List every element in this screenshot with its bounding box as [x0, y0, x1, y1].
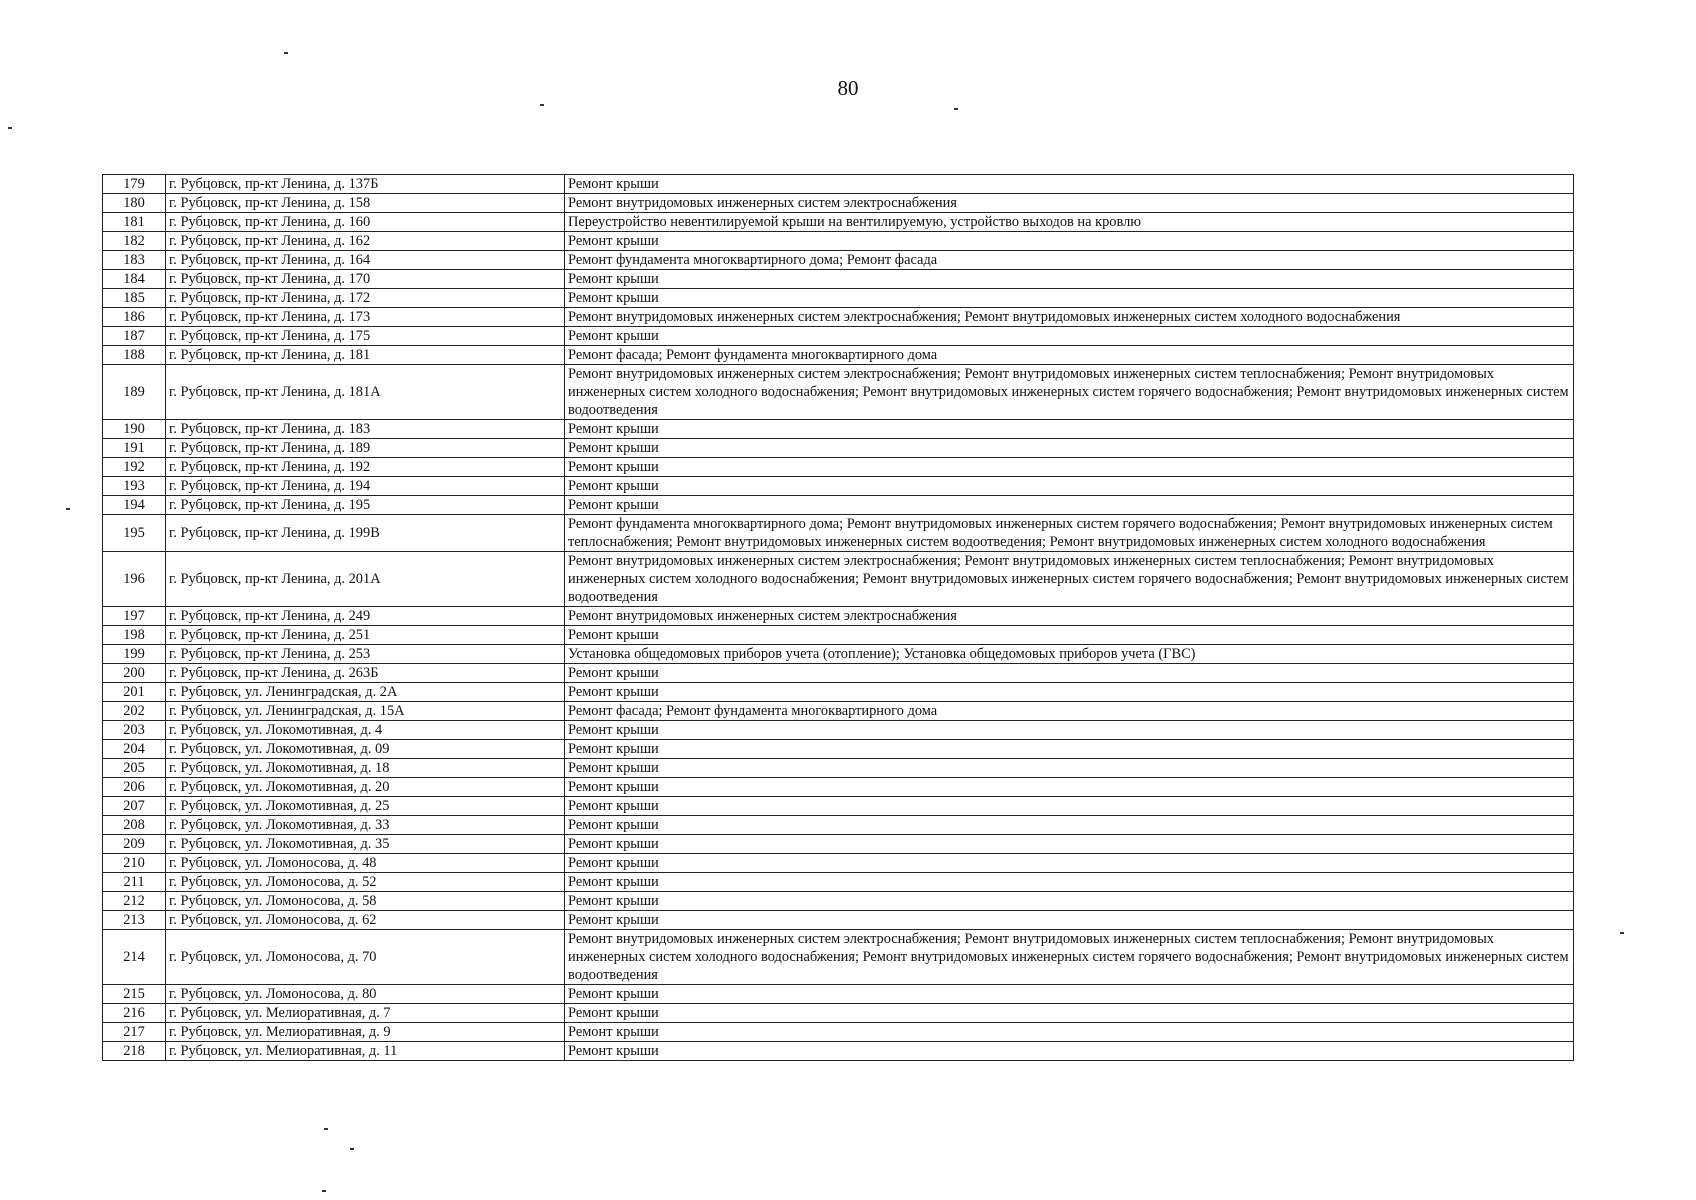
work-type-cell: Ремонт крыши: [565, 458, 1574, 477]
row-number: 206: [103, 778, 166, 797]
table-row: [103, 1042, 1574, 1061]
work-type-cell: Ремонт крыши: [565, 1023, 1574, 1042]
table-row: [103, 683, 1574, 702]
work-type-cell: Ремонт крыши: [565, 664, 1574, 683]
row-number: 199: [103, 645, 166, 664]
work-type-cell: Ремонт крыши: [565, 232, 1574, 251]
address-cell: г. Рубцовск, ул. Ленинградская, д. 15А: [166, 702, 565, 721]
row-number: 208: [103, 816, 166, 835]
row-number: 197: [103, 607, 166, 626]
row-number: 188: [103, 346, 166, 365]
address-cell: г. Рубцовск, ул. Ломоносова, д. 80: [166, 985, 565, 1004]
table-row: [103, 308, 1574, 327]
address-cell: г. Рубцовск, ул. Локомотивная, д. 20: [166, 778, 565, 797]
table-row: [103, 477, 1574, 496]
address-cell: г. Рубцовск, пр-кт Ленина, д. 181А: [166, 365, 565, 420]
scan-speck: [954, 108, 958, 110]
table-row: [103, 346, 1574, 365]
work-type-cell: Ремонт крыши: [565, 835, 1574, 854]
table-row: [103, 289, 1574, 308]
work-type-cell: Ремонт внутридомовых инженерных систем электроснабжения: [565, 194, 1574, 213]
row-number: 192: [103, 458, 166, 477]
row-number: 191: [103, 439, 166, 458]
table-row: [103, 327, 1574, 346]
work-type-cell: Ремонт крыши: [565, 911, 1574, 930]
table-row: [103, 626, 1574, 645]
table-row: [103, 496, 1574, 515]
address-cell: г. Рубцовск, ул. Мелиоративная, д. 9: [166, 1023, 565, 1042]
address-cell: г. Рубцовск, ул. Ломоносова, д. 70: [166, 930, 565, 985]
scan-speck: [540, 104, 544, 106]
work-type-cell: Ремонт крыши: [565, 778, 1574, 797]
address-cell: г. Рубцовск, пр-кт Ленина, д. 183: [166, 420, 565, 439]
row-number: 216: [103, 1004, 166, 1023]
work-type-cell: Переустройство невентилируемой крыши на вентилируемую, устройство выходов на кровлю: [565, 213, 1574, 232]
work-type-cell: Ремонт крыши: [565, 496, 1574, 515]
scan-speck: [66, 508, 70, 510]
row-number: 196: [103, 552, 166, 607]
work-type-cell: Ремонт крыши: [565, 477, 1574, 496]
row-number: 201: [103, 683, 166, 702]
table-row: [103, 721, 1574, 740]
work-type-cell: Ремонт фундамента многоквартирного дома; Ремонт внутридомовых инженерных систем горячего водоснабжения; Ремонт внутридомовых инженерных систем теплоснабжения; Ремонт внутридомовых инженерных систем водоотведения; Ремонт внутридомовых инженерных систем холодного водоснабжения: [565, 515, 1574, 552]
address-cell: г. Рубцовск, ул. Ломоносова, д. 48: [166, 854, 565, 873]
work-type-cell: Ремонт внутридомовых инженерных систем электроснабжения: [565, 607, 1574, 626]
work-type-cell: Ремонт внутридомовых инженерных систем электроснабжения; Ремонт внутридомовых инженерных систем теплоснабжения; Ремонт внутридомовых инженерных систем холодного водоснабжения; Ремонт внутридомовых инженерных систем горячего водоснабжения; Ремонт внутридомовых инженерных систем водоотведения: [565, 552, 1574, 607]
address-cell: г. Рубцовск, пр-кт Ленина, д. 194: [166, 477, 565, 496]
address-cell: г. Рубцовск, пр-кт Ленина, д. 137Б: [166, 175, 565, 194]
work-type-cell: Ремонт крыши: [565, 873, 1574, 892]
work-type-cell: Ремонт крыши: [565, 816, 1574, 835]
address-cell: г. Рубцовск, ул. Локомотивная, д. 4: [166, 721, 565, 740]
row-number: 193: [103, 477, 166, 496]
row-number: 184: [103, 270, 166, 289]
address-cell: г. Рубцовск, пр-кт Ленина, д. 164: [166, 251, 565, 270]
row-number: 213: [103, 911, 166, 930]
table-row: [103, 232, 1574, 251]
work-type-cell: Ремонт крыши: [565, 740, 1574, 759]
address-cell: г. Рубцовск, пр-кт Ленина, д. 172: [166, 289, 565, 308]
work-type-cell: Ремонт фасада; Ремонт фундамента многоквартирного дома: [565, 702, 1574, 721]
scan-speck: [284, 52, 288, 54]
address-cell: г. Рубцовск, ул. Локомотивная, д. 35: [166, 835, 565, 854]
table-row: [103, 892, 1574, 911]
work-type-cell: Ремонт крыши: [565, 327, 1574, 346]
row-number: 181: [103, 213, 166, 232]
table-row: [103, 175, 1574, 194]
row-number: 204: [103, 740, 166, 759]
address-cell: г. Рубцовск, пр-кт Ленина, д. 249: [166, 607, 565, 626]
table-row: [103, 1023, 1574, 1042]
table-row: [103, 213, 1574, 232]
work-type-cell: Ремонт крыши: [565, 420, 1574, 439]
table-row: [103, 873, 1574, 892]
work-type-cell: Ремонт крыши: [565, 1042, 1574, 1061]
work-type-cell: Ремонт крыши: [565, 626, 1574, 645]
row-number: 194: [103, 496, 166, 515]
scan-speck: [8, 127, 12, 129]
work-type-cell: Ремонт фундамента многоквартирного дома; Ремонт фасада: [565, 251, 1574, 270]
row-number: 183: [103, 251, 166, 270]
address-cell: г. Рубцовск, ул. Локомотивная, д. 33: [166, 816, 565, 835]
address-cell: г. Рубцовск, ул. Ломоносова, д. 62: [166, 911, 565, 930]
work-type-cell: Ремонт крыши: [565, 289, 1574, 308]
address-cell: г. Рубцовск, ул. Локомотивная, д. 09: [166, 740, 565, 759]
work-type-cell: Ремонт фасада; Ремонт фундамента многоквартирного дома: [565, 346, 1574, 365]
row-number: 205: [103, 759, 166, 778]
table-row: [103, 740, 1574, 759]
row-number: 186: [103, 308, 166, 327]
row-number: 182: [103, 232, 166, 251]
row-number: 210: [103, 854, 166, 873]
table-row: [103, 439, 1574, 458]
repair-registry-table: [102, 174, 1574, 1061]
row-number: 217: [103, 1023, 166, 1042]
scan-speck: [1620, 932, 1624, 934]
address-cell: г. Рубцовск, пр-кт Ленина, д. 158: [166, 194, 565, 213]
table-row: [103, 1004, 1574, 1023]
address-cell: г. Рубцовск, ул. Ломоносова, д. 52: [166, 873, 565, 892]
table-row: [103, 251, 1574, 270]
row-number: 198: [103, 626, 166, 645]
work-type-cell: Ремонт крыши: [565, 1004, 1574, 1023]
address-cell: г. Рубцовск, пр-кт Ленина, д. 170: [166, 270, 565, 289]
table-row: [103, 911, 1574, 930]
table-row: [103, 854, 1574, 873]
row-number: 207: [103, 797, 166, 816]
row-number: 212: [103, 892, 166, 911]
work-type-cell: Ремонт внутридомовых инженерных систем электроснабжения; Ремонт внутридомовых инженерных систем теплоснабжения; Ремонт внутридомовых инженерных систем холодного водоснабжения; Ремонт внутридомовых инженерных систем горячего водоснабжения; Ремонт внутридомовых инженерных систем водоотведения: [565, 365, 1574, 420]
row-number: 179: [103, 175, 166, 194]
address-cell: г. Рубцовск, пр-кт Ленина, д. 201А: [166, 552, 565, 607]
work-type-cell: Ремонт крыши: [565, 270, 1574, 289]
table-row: [103, 194, 1574, 213]
address-cell: г. Рубцовск, ул. Мелиоративная, д. 7: [166, 1004, 565, 1023]
address-cell: г. Рубцовск, пр-кт Ленина, д. 173: [166, 308, 565, 327]
address-cell: г. Рубцовск, пр-кт Ленина, д. 175: [166, 327, 565, 346]
scan-speck: [324, 1128, 328, 1130]
address-cell: г. Рубцовск, пр-кт Ленина, д. 253: [166, 645, 565, 664]
work-type-cell: Ремонт крыши: [565, 854, 1574, 873]
row-number: 187: [103, 327, 166, 346]
work-type-cell: Установка общедомовых приборов учета (отопление); Установка общедомовых приборов учета (ГВС): [565, 645, 1574, 664]
table-row: [103, 365, 1574, 420]
table-row: [103, 835, 1574, 854]
table-row: [103, 797, 1574, 816]
row-number: 180: [103, 194, 166, 213]
table-row: [103, 702, 1574, 721]
row-number: 214: [103, 930, 166, 985]
table-row: [103, 645, 1574, 664]
table-row: [103, 420, 1574, 439]
address-cell: г. Рубцовск, пр-кт Ленина, д. 160: [166, 213, 565, 232]
work-type-cell: Ремонт внутридомовых инженерных систем электроснабжения; Ремонт внутридомовых инженерных систем холодного водоснабжения: [565, 308, 1574, 327]
address-cell: г. Рубцовск, пр-кт Ленина, д. 189: [166, 439, 565, 458]
row-number: 190: [103, 420, 166, 439]
address-cell: г. Рубцовск, ул. Локомотивная, д. 18: [166, 759, 565, 778]
address-cell: г. Рубцовск, пр-кт Ленина, д. 199В: [166, 515, 565, 552]
table-body: [103, 175, 1574, 1061]
table-row: [103, 552, 1574, 607]
work-type-cell: Ремонт крыши: [565, 439, 1574, 458]
address-cell: г. Рубцовск, пр-кт Ленина, д. 263Б: [166, 664, 565, 683]
table-row: [103, 270, 1574, 289]
row-number: 209: [103, 835, 166, 854]
page-number: 80: [837, 76, 859, 100]
address-cell: г. Рубцовск, ул. Мелиоративная, д. 11: [166, 1042, 565, 1061]
address-cell: г. Рубцовск, ул. Локомотивная, д. 25: [166, 797, 565, 816]
table-row: [103, 778, 1574, 797]
table-row: [103, 458, 1574, 477]
address-cell: г. Рубцовск, пр-кт Ленина, д. 251: [166, 626, 565, 645]
work-type-cell: Ремонт крыши: [565, 797, 1574, 816]
table-row: [103, 759, 1574, 778]
row-number: 215: [103, 985, 166, 1004]
work-type-cell: Ремонт крыши: [565, 721, 1574, 740]
row-number: 185: [103, 289, 166, 308]
row-number: 195: [103, 515, 166, 552]
row-number: 200: [103, 664, 166, 683]
work-type-cell: Ремонт крыши: [565, 175, 1574, 194]
row-number: 218: [103, 1042, 166, 1061]
work-type-cell: Ремонт крыши: [565, 759, 1574, 778]
row-number: 211: [103, 873, 166, 892]
table-row: [103, 515, 1574, 552]
address-cell: г. Рубцовск, ул. Ломоносова, д. 58: [166, 892, 565, 911]
table-row: [103, 664, 1574, 683]
address-cell: г. Рубцовск, пр-кт Ленина, д. 162: [166, 232, 565, 251]
work-type-cell: Ремонт крыши: [565, 892, 1574, 911]
work-type-cell: Ремонт крыши: [565, 683, 1574, 702]
work-type-cell: Ремонт крыши: [565, 985, 1574, 1004]
address-cell: г. Рубцовск, пр-кт Ленина, д. 181: [166, 346, 565, 365]
table-row: [103, 930, 1574, 985]
row-number: 202: [103, 702, 166, 721]
table-row: [103, 816, 1574, 835]
row-number: 203: [103, 721, 166, 740]
address-cell: г. Рубцовск, ул. Ленинградская, д. 2А: [166, 683, 565, 702]
table-row: [103, 607, 1574, 626]
scan-speck: [350, 1148, 354, 1150]
address-cell: г. Рубцовск, пр-кт Ленина, д. 192: [166, 458, 565, 477]
table-row: [103, 985, 1574, 1004]
address-cell: г. Рубцовск, пр-кт Ленина, д. 195: [166, 496, 565, 515]
work-type-cell: Ремонт внутридомовых инженерных систем электроснабжения; Ремонт внутридомовых инженерных систем теплоснабжения; Ремонт внутридомовых инженерных систем холодного водоснабжения; Ремонт внутридомовых инженерных систем горячего водоснабжения; Ремонт внутридомовых инженерных систем водоотведения: [565, 930, 1574, 985]
scan-speck: [322, 1190, 326, 1192]
row-number: 189: [103, 365, 166, 420]
